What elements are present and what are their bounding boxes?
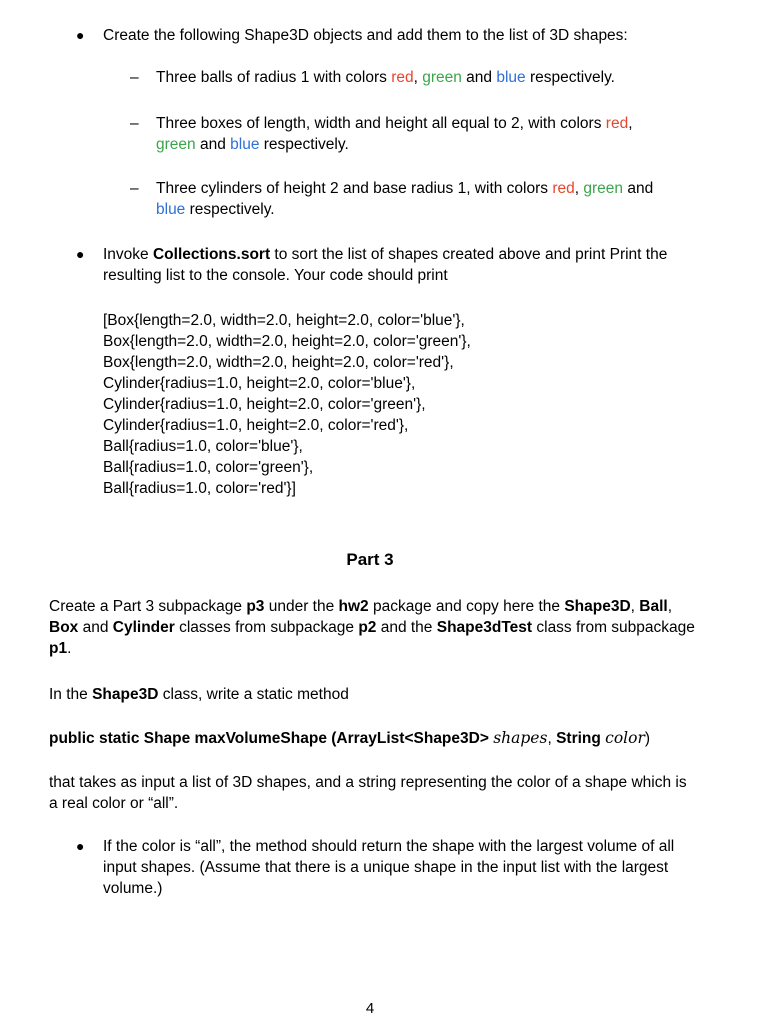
output-line: Ball{radius=1.0, color='blue'}, — [103, 438, 303, 455]
para-takes-input: that takes as input a list of 3D shapes, and a string representing the color of a shape which is a real color or “all”. — [49, 774, 687, 812]
sub-sep: , — [628, 115, 633, 132]
para-text: class from subpackage — [532, 619, 695, 636]
output-line: [Box{length=2.0, width=2.0, height=2.0, color='blue'}, — [103, 312, 465, 329]
para-text: under the — [264, 598, 339, 615]
dash-marker: – — [130, 69, 139, 86]
sub-item-balls — [156, 67, 716, 88]
para-text: In the — [49, 686, 93, 703]
sub-sep: and — [461, 69, 497, 86]
output-line: Cylinder{radius=1.0, height=2.0, color='red'}, — [103, 417, 409, 434]
bold-term: Box — [49, 619, 79, 636]
signature-param: shapes — [493, 729, 548, 747]
dash-marker: – — [130, 180, 139, 197]
sub-item-boxes — [156, 113, 696, 155]
para-text: p1 — [49, 640, 68, 657]
para-text: and the — [376, 619, 437, 636]
output-line: Ball{radius=1.0, color='green'}, — [103, 459, 314, 476]
para-text: package and copy here the — [368, 598, 565, 615]
para-text: Create a Part 3 subpackage — [49, 598, 247, 615]
sub-text: Three balls of radius 1 with colors — [156, 69, 392, 86]
bullet-color-all: If the color is “all”, the method should return the shape with the largest volume of all input shapes. (Assume that there is a unique shape in the input list with the largest volume.) — [103, 838, 675, 897]
para-text: to sort the list of shapes created above and print Print the resulting list to the console. Your code should print — [103, 246, 668, 284]
output-line: Box{length=2.0, width=2.0, height=2.0, color='green'}, — [103, 333, 471, 350]
color-blue: blue — [230, 136, 260, 153]
bold-term: Shape3D — [92, 686, 159, 703]
sub-sep: and — [195, 136, 231, 153]
para-text: class, write a static method — [158, 686, 349, 703]
para-text: and — [78, 619, 113, 636]
bullet-collections-sort — [103, 244, 683, 286]
sub-text: Three boxes of length, width and height all equal to 2, with colors — [156, 115, 606, 132]
bold-term: p3 — [246, 598, 265, 615]
output-line: Ball{radius=1.0, color='red'}] — [103, 480, 296, 497]
para-text: Invoke — [103, 246, 153, 263]
output-line: Cylinder{radius=1.0, height=2.0, color='green'}, — [103, 396, 426, 413]
color-red: red — [552, 180, 575, 197]
signature-param: color — [605, 729, 645, 747]
bullet-marker: ● — [76, 246, 85, 262]
bold-term: Shape3D — [564, 598, 631, 615]
output-line: Cylinder{radius=1.0, height=2.0, color='blue'}, — [103, 375, 416, 392]
section-heading: Part 3 — [346, 550, 394, 569]
color-green: green — [156, 136, 196, 153]
sub-sep: and — [623, 180, 654, 197]
color-red: red — [605, 115, 629, 132]
sub-text: Three cylinders of height 2 and base radius 1, with colors — [156, 180, 553, 197]
code-term: Collections.sort — [152, 246, 271, 263]
para-create-subpackage — [49, 596, 709, 659]
sub-text: respectively. — [185, 201, 275, 218]
signature-sep: , — [547, 730, 552, 747]
sub-sep: , — [413, 69, 423, 86]
color-blue: blue — [496, 69, 526, 86]
bullet-marker: ● — [76, 27, 85, 43]
page-number: 4 — [365, 1000, 375, 1017]
sub-text: respectively. — [259, 136, 349, 153]
bold-term: p2 — [358, 619, 377, 636]
dash-marker: – — [130, 115, 139, 132]
sub-item-cylinders — [156, 178, 716, 220]
signature-code: String — [556, 730, 601, 747]
bullet-marker: ● — [76, 838, 85, 854]
output-line: Box{length=2.0, width=2.0, height=2.0, color='red'}, — [103, 354, 454, 371]
para-static-method — [49, 684, 709, 705]
color-blue: blue — [156, 201, 186, 218]
bold-term: Shape3dTest — [436, 619, 533, 636]
method-signature — [49, 728, 749, 749]
expected-output — [103, 310, 471, 499]
bullet-create-shapes: Create the following Shape3D objects and add them to the list of 3D shapes: — [103, 27, 628, 44]
sub-text: respectively. — [525, 69, 615, 86]
bold-term: Ball — [639, 598, 668, 615]
bold-term: Cylinder — [112, 619, 175, 636]
para-text: classes from subpackage — [174, 619, 359, 636]
color-green: green — [422, 69, 462, 86]
bold-term: hw2 — [338, 598, 369, 615]
color-red: red — [391, 69, 414, 86]
para-text: , — [667, 598, 673, 615]
para-text: , — [630, 598, 640, 615]
sub-sep: , — [574, 180, 584, 197]
para-text: . — [67, 640, 72, 657]
color-green: green — [583, 180, 624, 197]
signature-sep: ) — [644, 730, 651, 747]
signature-code: public static Shape maxVolumeShape (ArrayList<Shape3D> — [49, 730, 489, 747]
